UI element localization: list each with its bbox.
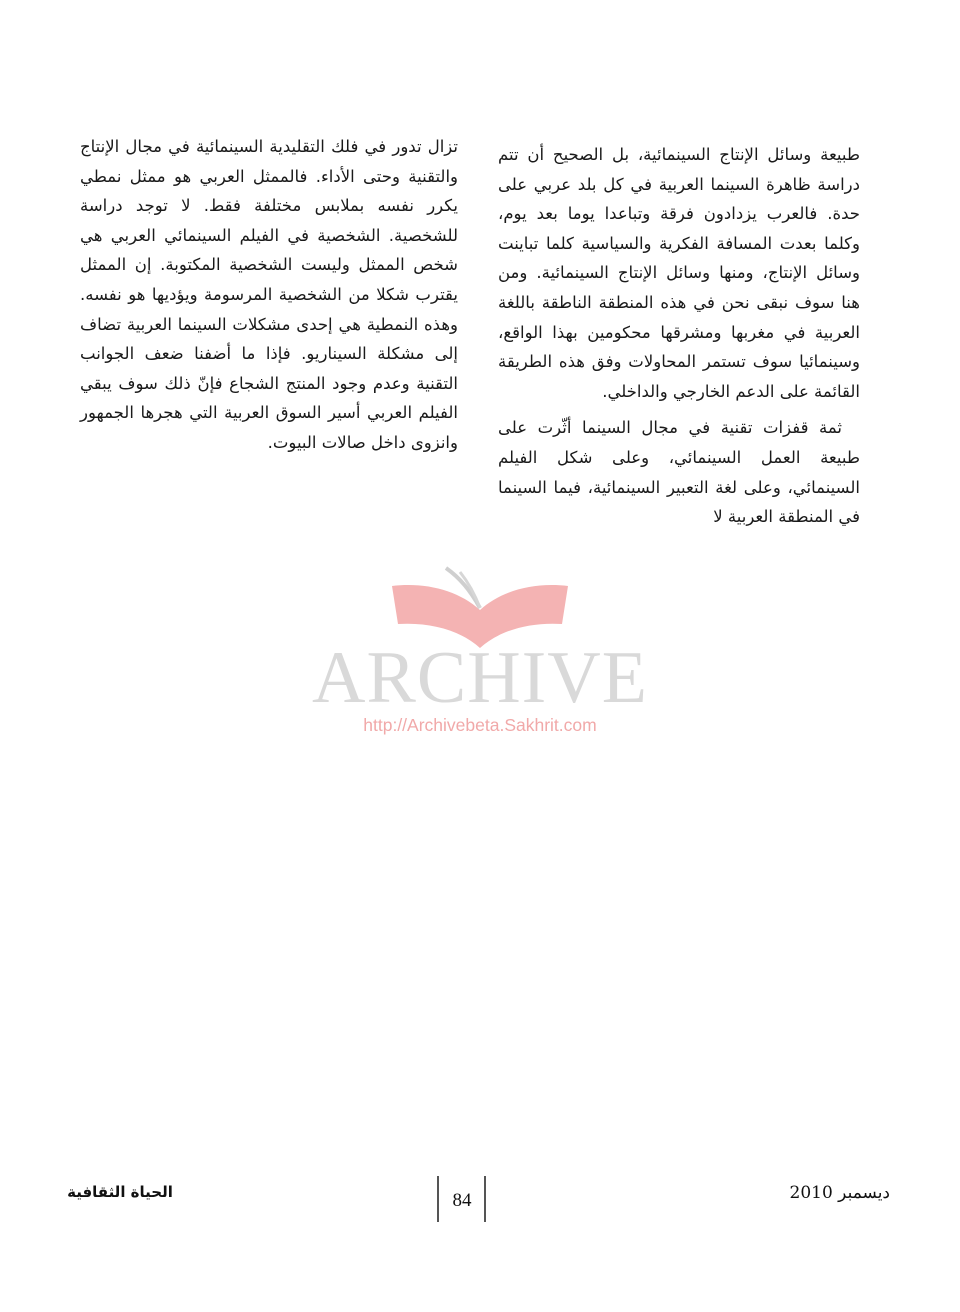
article-paragraph: ثمة قفزات تقنية في مجال السينما أثّرت على طبيعة العمل السينمائي، وعلى شكل الفيلم السينمائي، وعلى لغة التعبير السينمائية، فيما السينما في المنطقة العربية لا: [498, 418, 860, 527]
page-number: 84: [452, 1190, 472, 1211]
footer-divider-right: [484, 1176, 486, 1222]
article-paragraph: طبيعة وسائل الإنتاج السينمائية، بل الصحيح أن تتم دراسة ظاهرة السينما العربية في كل بلد عربي على حدة. فالعرب يزدادون فرقة وتباعدا يوما بعد يوم، وكلما بعدت المسافة الفكرية والسياسية كلما تباينت وسائل الإنتاج، ومنها وسائل الإنتاج السينمائية. ومن هنا سوف نبقى نحن في هذه المنطقة الناطقة باللغة العربية في مغربها ومشرقها محكومين بهذا الواقع، وسينمائيا سوف تستمر المحاولات وفق هذه الطريقة القائمة على الدعم الخارجي والداخلي.: [498, 145, 860, 401]
archive-watermark: [300, 560, 660, 750]
footer-divider-left: [437, 1176, 439, 1222]
issue-date: ديسمبر 2010: [789, 1183, 890, 1203]
article-column-right: [498, 140, 860, 532]
article-paragraph: تزال تدور في فلك التقليدية السينمائية في مجال الإنتاج والتقنية وحتى الأداء. فالممثل العربي هو ممثل نمطي يكرر نفسه بملابس مختلفة فقط. لا توجد دراسة للشخصية. الشخصية في الفيلم السينمائي العربي هي شخص الممثل وليست الشخصية المكتوبة. إن الممثل يقترب شكلا من الشخصية المرسومة ويؤديها هو نفسه. وهذه النمطية هي إحدى مشكلات السينما العربية تضاف إلى مشكلة السيناريو. فإذا ما أضفنا ضعف الجوانب التقنية وعدم وجود المنتج الشجاع فإنّ ذلك سوف يبقي الفيلم العربي أسير السوق العربية التي هجرها الجمهور وانزوى داخل صالات البيوت.: [80, 137, 458, 452]
watermark-url: http://Archivebeta.Sakhrit.com: [363, 715, 597, 735]
watermark-title: ARCHIVE: [312, 637, 648, 719]
article-column-left: [80, 132, 458, 458]
magazine-name: الحياة الثقافية: [67, 1183, 173, 1201]
